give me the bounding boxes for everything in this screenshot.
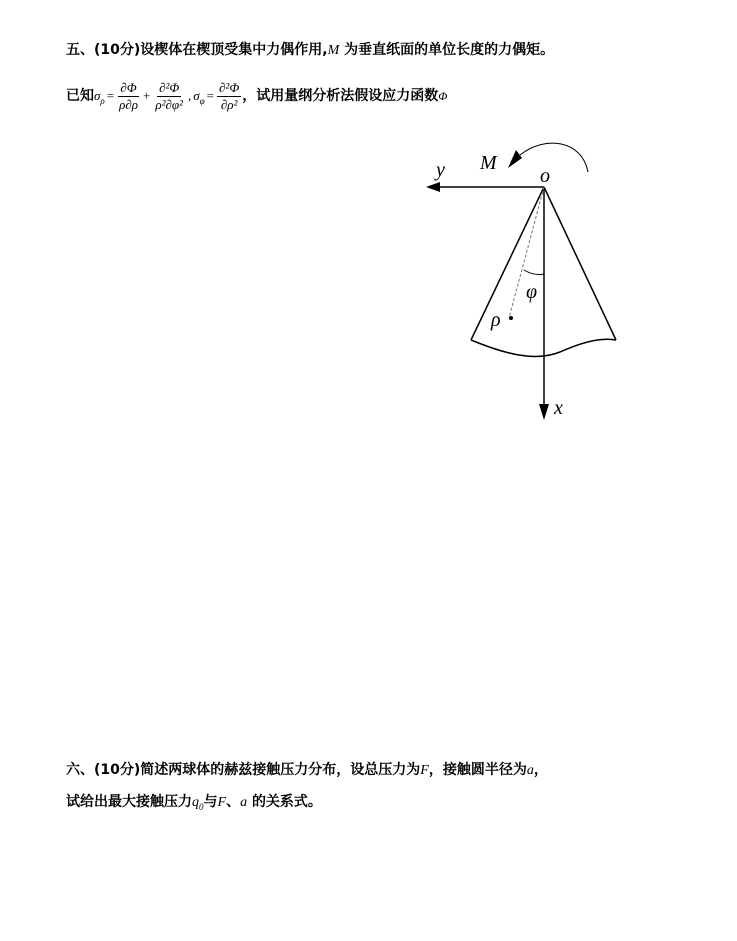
point-rho <box>509 316 513 320</box>
comma: , <box>188 88 192 103</box>
sigma-phi-symbol: $\sigma_\varphi$ <box>193 87 205 106</box>
equals-sign-2: = <box>206 88 214 103</box>
label-y: y <box>436 159 445 181</box>
q6-pressure-symbol: $q_0$ <box>192 795 204 812</box>
label-x: x <box>554 397 563 419</box>
q5-instruction: ，试用量纲分析法假设应力函数 <box>242 88 439 104</box>
question-6-line-2 <box>66 792 322 813</box>
q6-radius-symbol-2: a <box>240 795 248 810</box>
q6-line2-mid1: 与 <box>203 794 218 810</box>
fraction-3-numerator: ∂²Φ <box>219 79 240 95</box>
x-axis-arrowhead <box>539 404 549 420</box>
q5-prefix: 五、(10分)设楔体在楔顶受集中力偶作用, <box>66 42 328 58</box>
y-axis-arrowhead <box>426 182 440 192</box>
stress-function-symbol: Φ <box>438 89 448 103</box>
label-phi: φ <box>526 281 538 303</box>
sigma-rho-symbol: $\sigma_\rho$ <box>94 87 105 106</box>
q6-line2-end: 的关系式。 <box>251 794 322 810</box>
label-rho: ρ <box>491 309 501 331</box>
fraction-1-denominator: ρ∂ρ <box>119 96 138 112</box>
question-6-line-1 <box>66 760 548 781</box>
q5-suffix: 为垂直纸面的单位长度的力偶矩。 <box>344 42 555 58</box>
wedge-left-side <box>471 187 544 340</box>
moment-arc <box>520 143 588 172</box>
q6-force-symbol-2: F <box>217 795 227 810</box>
label-o: o <box>540 165 550 187</box>
fraction-2-denominator: ρ²∂φ² <box>155 96 183 112</box>
q6-force-symbol: F <box>420 763 429 778</box>
fraction-3-denominator: ∂ρ² <box>220 96 238 112</box>
moment-arrowhead <box>508 150 522 168</box>
q6-line1-end: ， <box>533 762 548 778</box>
q5-given: 已知 <box>66 88 94 104</box>
q6-line1-mid: ，接触圆半径为 <box>428 762 527 778</box>
fraction-1-numerator: ∂Φ <box>120 79 137 95</box>
angle-arc <box>524 270 544 275</box>
q6-line2-prefix: 试给出最大接触压力 <box>66 794 192 810</box>
fraction-2-numerator: ∂²Φ <box>159 79 180 95</box>
q6-radius-symbol: a <box>526 763 534 778</box>
plus-sign: + <box>143 88 151 103</box>
wedge-right-side <box>544 187 616 340</box>
q5-moment-symbol: M <box>327 43 340 58</box>
label-M: M <box>480 152 497 174</box>
q6-line1-prefix: 六、(10分)简述两球体的赫兹接触压力分布，设总压力为 <box>66 762 421 778</box>
q6-separator: 、 <box>226 794 241 810</box>
equals-sign-1: = <box>106 88 115 103</box>
